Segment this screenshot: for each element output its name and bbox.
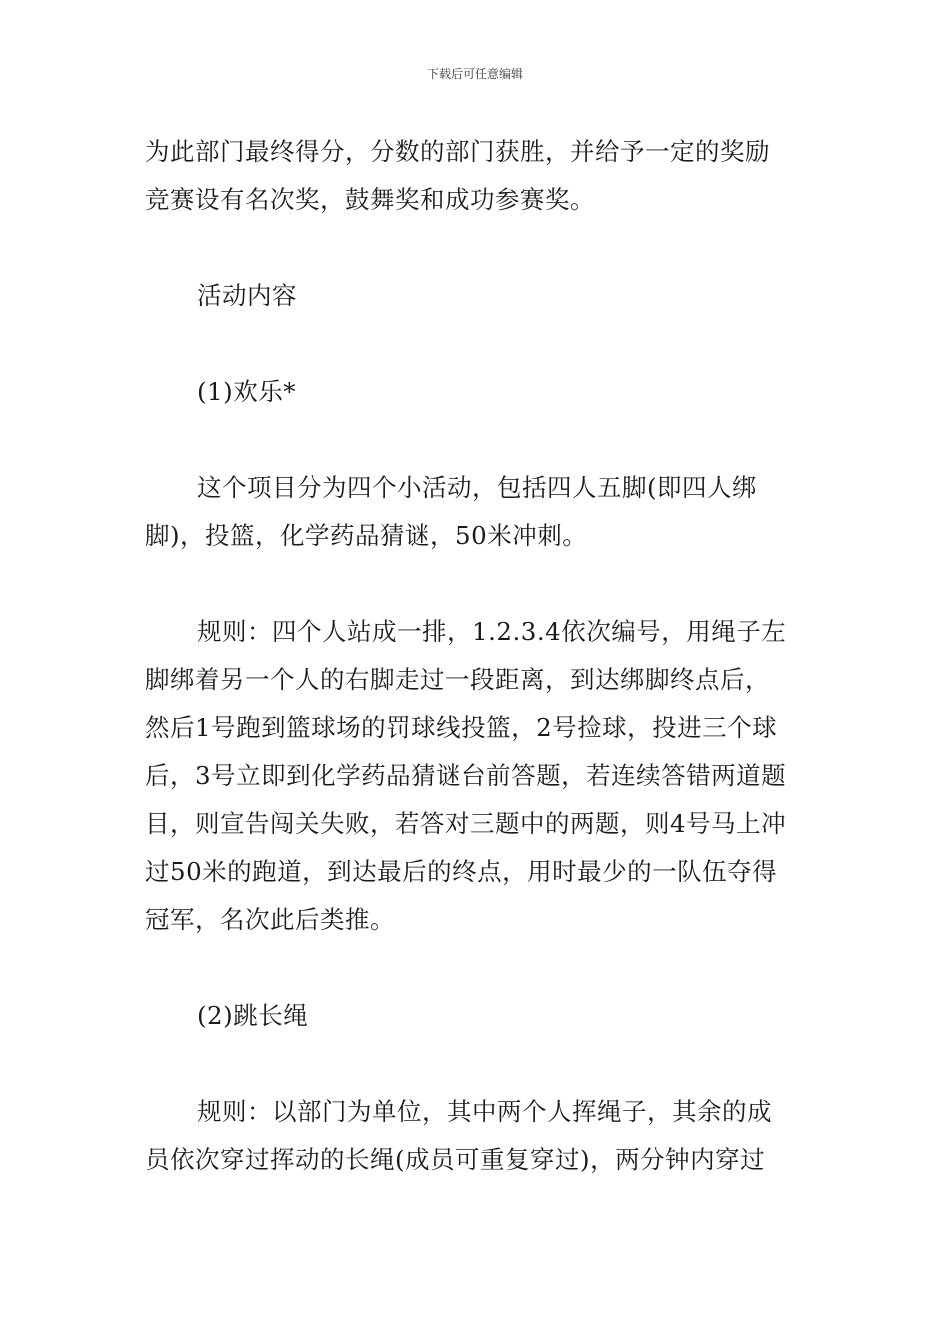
text-line: 目，则宣告闯关失败，若答对三题中的两题，则4号马上冲 bbox=[145, 809, 787, 838]
text-line: 脚绑着另一个人的右脚走过一段距离，到达绑脚终点后， bbox=[145, 665, 770, 694]
text-line: 脚)，投篮，化学药品猜谜，50米冲刺。 bbox=[145, 521, 588, 550]
text-line: 这个项目分为四个小活动，包括四人五脚(即四人绑 bbox=[197, 473, 758, 502]
document-body bbox=[145, 128, 810, 1184]
item2-title bbox=[145, 992, 810, 1040]
item2-rules bbox=[145, 1088, 810, 1184]
item2-title-text: (2)跳长绳 bbox=[197, 1001, 309, 1030]
page-header: 下载后可任意编辑 bbox=[426, 67, 523, 81]
text-line: 规则：以部门为单位，其中两个人挥绳子，其余的成 bbox=[197, 1097, 772, 1126]
paragraph-spacer bbox=[145, 1040, 810, 1088]
item1-title-text: (1)欢乐* bbox=[197, 377, 296, 406]
text-line: 员依次穿过挥动的长绳(成员可重复穿过)，两分钟内穿过 bbox=[145, 1145, 766, 1174]
item1-description bbox=[145, 464, 810, 560]
text-line: 竞赛设有名次奖，鼓舞奖和成功参赛奖。 bbox=[145, 185, 595, 214]
text-line: 过50米的跑道，到达最后的终点，用时最少的一队伍夺得 bbox=[145, 857, 778, 886]
intro-paragraph bbox=[145, 128, 810, 224]
paragraph-spacer bbox=[145, 944, 810, 992]
paragraph-spacer bbox=[145, 320, 810, 368]
text-line: 为此部门最终得分，分数的部门获胜，并给予一定的奖励 bbox=[145, 137, 770, 166]
section-title bbox=[145, 272, 810, 320]
paragraph-spacer bbox=[145, 560, 810, 608]
section-title-text: 活动内容 bbox=[197, 281, 297, 310]
text-line: 然后1号跑到篮球场的罚球线投篮，2号捡球，投进三个球 bbox=[145, 713, 778, 742]
paragraph-spacer bbox=[145, 224, 810, 272]
paragraph-spacer bbox=[145, 416, 810, 464]
item1-rules bbox=[145, 608, 810, 944]
text-line: 规则：四个人站成一排，1.2.3.4依次编号，用绳子左 bbox=[197, 617, 787, 646]
text-line: 冠军，名次此后类推。 bbox=[145, 905, 395, 934]
text-line: 后，3号立即到化学药品猜谜台前答题，若连续答错两道题 bbox=[145, 761, 787, 790]
item1-title bbox=[145, 368, 810, 416]
